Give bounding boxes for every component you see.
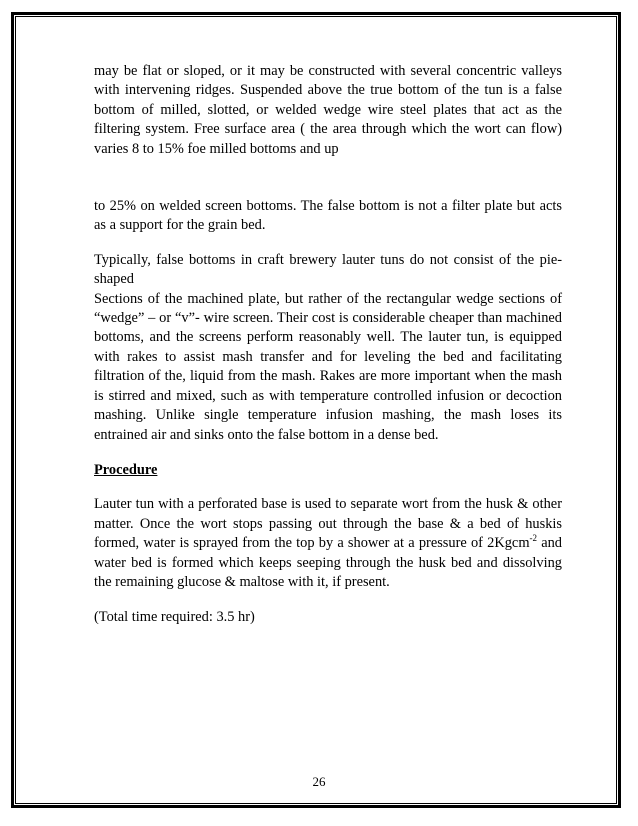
paragraph-false-bottom-intro: may be flat or sloped, or it may be constructed with several concentric valleys with intervening ridges. Suspended above the true bottom of the tun is a false bottom of milled, slotted, or welded wedge wire steel plates that act as the filtering system. Free surface area ( the area through which the wort can flow) varies 8 to 15% foe milled bottoms and up (94, 63, 562, 157)
procedure-text-after: and water bed is formed which keeps seeping through the husk bed and dissolving the remaining glucose & maltose with it, if present. (94, 535, 562, 590)
paragraph-wedge-sections: Sections of the machined plate, but rather of the rectangular wedge sections of “wedge” – or “v”- wire screen. Their cost is considerable cheaper than machined bottoms, and the screens perform reasonably well. The lauter tun, is equipped with rakes to assist mash transfer and for leveling the bed and facilitating filtration of the, liquid from the mash. Rakes are more important when the mash is stirred and mixed, such as with temperature controlled infusion or decoction mashing. Unlike single temperature infusion mashing, the mash loses its entrained air and sinks onto the false bottom in a dense bed. (94, 290, 562, 443)
paragraph-total-time: (Total time required: 3.5 hr) (94, 609, 255, 626)
paragraph-craft-brewery: Typically, false bottoms in craft brewery lauter tuns do not consist of the pie-shaped (94, 251, 562, 288)
paragraph-welded-screen: to 25% on welded screen bottoms. The false bottom is not a filter plate but acts as a support for the grain bed. (94, 198, 562, 234)
section-heading-procedure: Procedure (94, 461, 158, 478)
paragraph-procedure-description (94, 495, 562, 592)
page-content (94, 62, 562, 628)
procedure-text-before: Lauter tun with a perforated base is used to separate wort from the husk & other matter. Once the wort stops passing out through the base & a bed of huskis formed, water is sprayed from the top by a shower at a pressure of 2Kgcm (94, 496, 562, 552)
page-number: 26 (312, 774, 326, 789)
procedure-superscript: -2 (529, 533, 538, 544)
